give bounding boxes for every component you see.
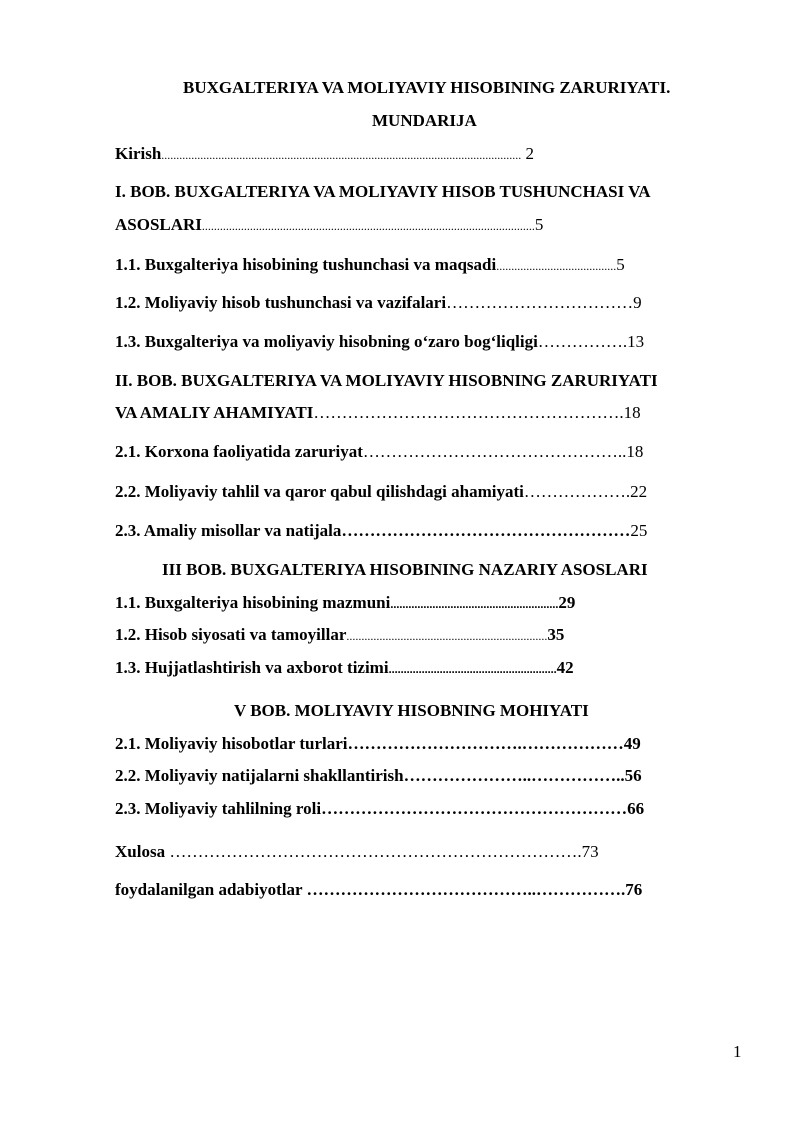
toc-entry-chapter-1-cont xyxy=(115,214,543,237)
toc-entry-kirish xyxy=(115,143,534,166)
toc-entry-3-1 xyxy=(115,592,575,615)
toc-entry-2-1 xyxy=(115,441,643,463)
toc-leader: ………………………….……………… xyxy=(347,734,624,753)
toc-page-number: 13 xyxy=(627,332,645,351)
toc-entry-1-2 xyxy=(115,292,642,314)
toc-page-number: 76 xyxy=(625,880,643,899)
document-title: BUXGALTERIYA VA MOLIYAVIY HISOBINING ZARURIYATI. xyxy=(183,78,671,97)
toc-entry-title: VA AMALIY AHAMIYATI xyxy=(115,403,314,422)
toc-entry-title: III BOB. BUXGALTERIYA HISOBINING NAZARIY ASOSLARI xyxy=(162,560,648,579)
toc-page-number: 49 xyxy=(623,734,641,753)
toc-entry-3-3 xyxy=(115,657,574,680)
toc-leader: ………………………………………………. xyxy=(313,403,624,422)
toc-leader: …………………………………..……………. xyxy=(302,880,626,899)
toc-entry-title: foydalanilgan adabiyotlar xyxy=(115,880,303,899)
toc-page-number: 2 xyxy=(521,144,535,163)
toc-entry-title: 2.1. Korxona faoliyatida zaruriyat xyxy=(115,442,363,461)
toc-entry-2-2 xyxy=(115,481,647,503)
toc-leader: ........................................................ xyxy=(390,597,559,611)
toc-heading: MUNDARIJA xyxy=(372,111,477,130)
toc-entry-chapter-1 xyxy=(115,181,651,203)
toc-entry-chapter-3 xyxy=(162,559,648,581)
toc-leader: ……………………………………………… xyxy=(321,799,628,818)
toc-page-number: 73 xyxy=(581,842,599,861)
toc-leader: ……………………………………….. xyxy=(362,442,627,461)
toc-entry-5-1 xyxy=(115,733,641,755)
toc-leader: ........................................................................................................................ xyxy=(161,148,522,162)
toc-entry-5-2 xyxy=(115,765,642,787)
toc-entry-1-3 xyxy=(115,331,644,353)
toc-page-number: 66 xyxy=(627,799,645,818)
toc-entry-chapter-2 xyxy=(115,370,658,392)
toc-entry-title: 2.2. Moliyaviy natijalarni shakllantirish xyxy=(115,766,404,785)
toc-leader: ………………………………………………………………. xyxy=(165,842,582,861)
toc-page-number: 35 xyxy=(547,625,565,644)
toc-entry-chapter-5 xyxy=(234,700,589,722)
toc-leader: …………………..…………….. xyxy=(403,766,625,785)
toc-leader: ........................................................ xyxy=(388,662,557,676)
toc-entry-title: II. BOB. BUXGALTERIYA VA MOLIYAVIY HISOBNING ZARURIYATI xyxy=(115,371,658,390)
toc-page-number: 25 xyxy=(630,521,648,540)
toc-entry-title: 2.3. Moliyaviy tahlilning roli xyxy=(115,799,322,818)
toc-entry-title: 1.3. Hujjatlashtirish va axborot tizimi xyxy=(115,658,389,677)
toc-page-number: 5 xyxy=(616,255,625,274)
toc-page-number: 56 xyxy=(624,766,642,785)
toc-entry-1-1 xyxy=(115,254,625,277)
toc-leader: ........................................ xyxy=(496,259,617,273)
toc-entry-5-3 xyxy=(115,798,644,820)
toc-page-number: 42 xyxy=(556,658,574,677)
toc-leader: …………………………… xyxy=(446,293,634,312)
toc-entry-title: I. BOB. BUXGALTERIYA VA MOLIYAVIY HISOB TUSHUNCHASI VA xyxy=(115,182,651,201)
toc-leader: ………………. xyxy=(523,482,631,501)
toc-leader: ……………. xyxy=(537,332,628,351)
toc-page-number: 22 xyxy=(630,482,648,501)
toc-entry-3-2 xyxy=(115,624,564,647)
toc-entry-title: 1.3. Buxgalteriya va moliyaviy hisobning o‘zaro bog‘liqligi xyxy=(115,332,538,351)
toc-entry-references xyxy=(115,879,642,901)
toc-page-number: 18 xyxy=(626,442,644,461)
toc-entry-2-3 xyxy=(115,520,647,542)
toc-entry-title: 1.1. Buxgalteriya hisobining mazmuni xyxy=(115,593,391,612)
toc-page-number: 5 xyxy=(534,215,544,234)
toc-entry-chapter-2-cont xyxy=(115,402,641,424)
toc-entry-title: Kirish xyxy=(115,144,162,163)
toc-entry-title: ASOSLARI xyxy=(115,215,202,234)
toc-entry-title: 2.2. Moliyaviy tahlil va qaror qabul qilishdagi ahamiyati xyxy=(115,482,524,501)
toc-entry-title: V BOB. MOLIYAVIY HISOBNING MOHIYATI xyxy=(234,701,589,720)
toc-page-number: 29 xyxy=(558,593,576,612)
toc-leader: ................................................................... xyxy=(346,629,548,643)
toc-entry-title: 2.1. Moliyaviy hisobotlar turlari xyxy=(115,734,348,753)
toc-leader: ............................................................................................................... xyxy=(201,219,535,233)
toc-page-number: 18 xyxy=(623,403,641,422)
toc-entry-title: Xulosa xyxy=(115,842,166,861)
toc-entry-title: 2.3. Amaliy misollar va natijala xyxy=(115,521,342,540)
page-number: 1 xyxy=(733,1042,742,1061)
toc-page-number: 9 xyxy=(633,293,642,312)
toc-leader: …………………………………………… xyxy=(341,521,631,540)
toc-entry-title: 1.2. Moliyaviy hisob tushunchasi va vazifalari xyxy=(115,293,447,312)
toc-entry-title: 1.2. Hisob siyosati va tamoyillar xyxy=(115,625,347,644)
toc-entry-title: 1.1. Buxgalteriya hisobining tushunchasi va maqsadi xyxy=(115,255,497,274)
toc-entry-xulosa xyxy=(115,841,599,863)
